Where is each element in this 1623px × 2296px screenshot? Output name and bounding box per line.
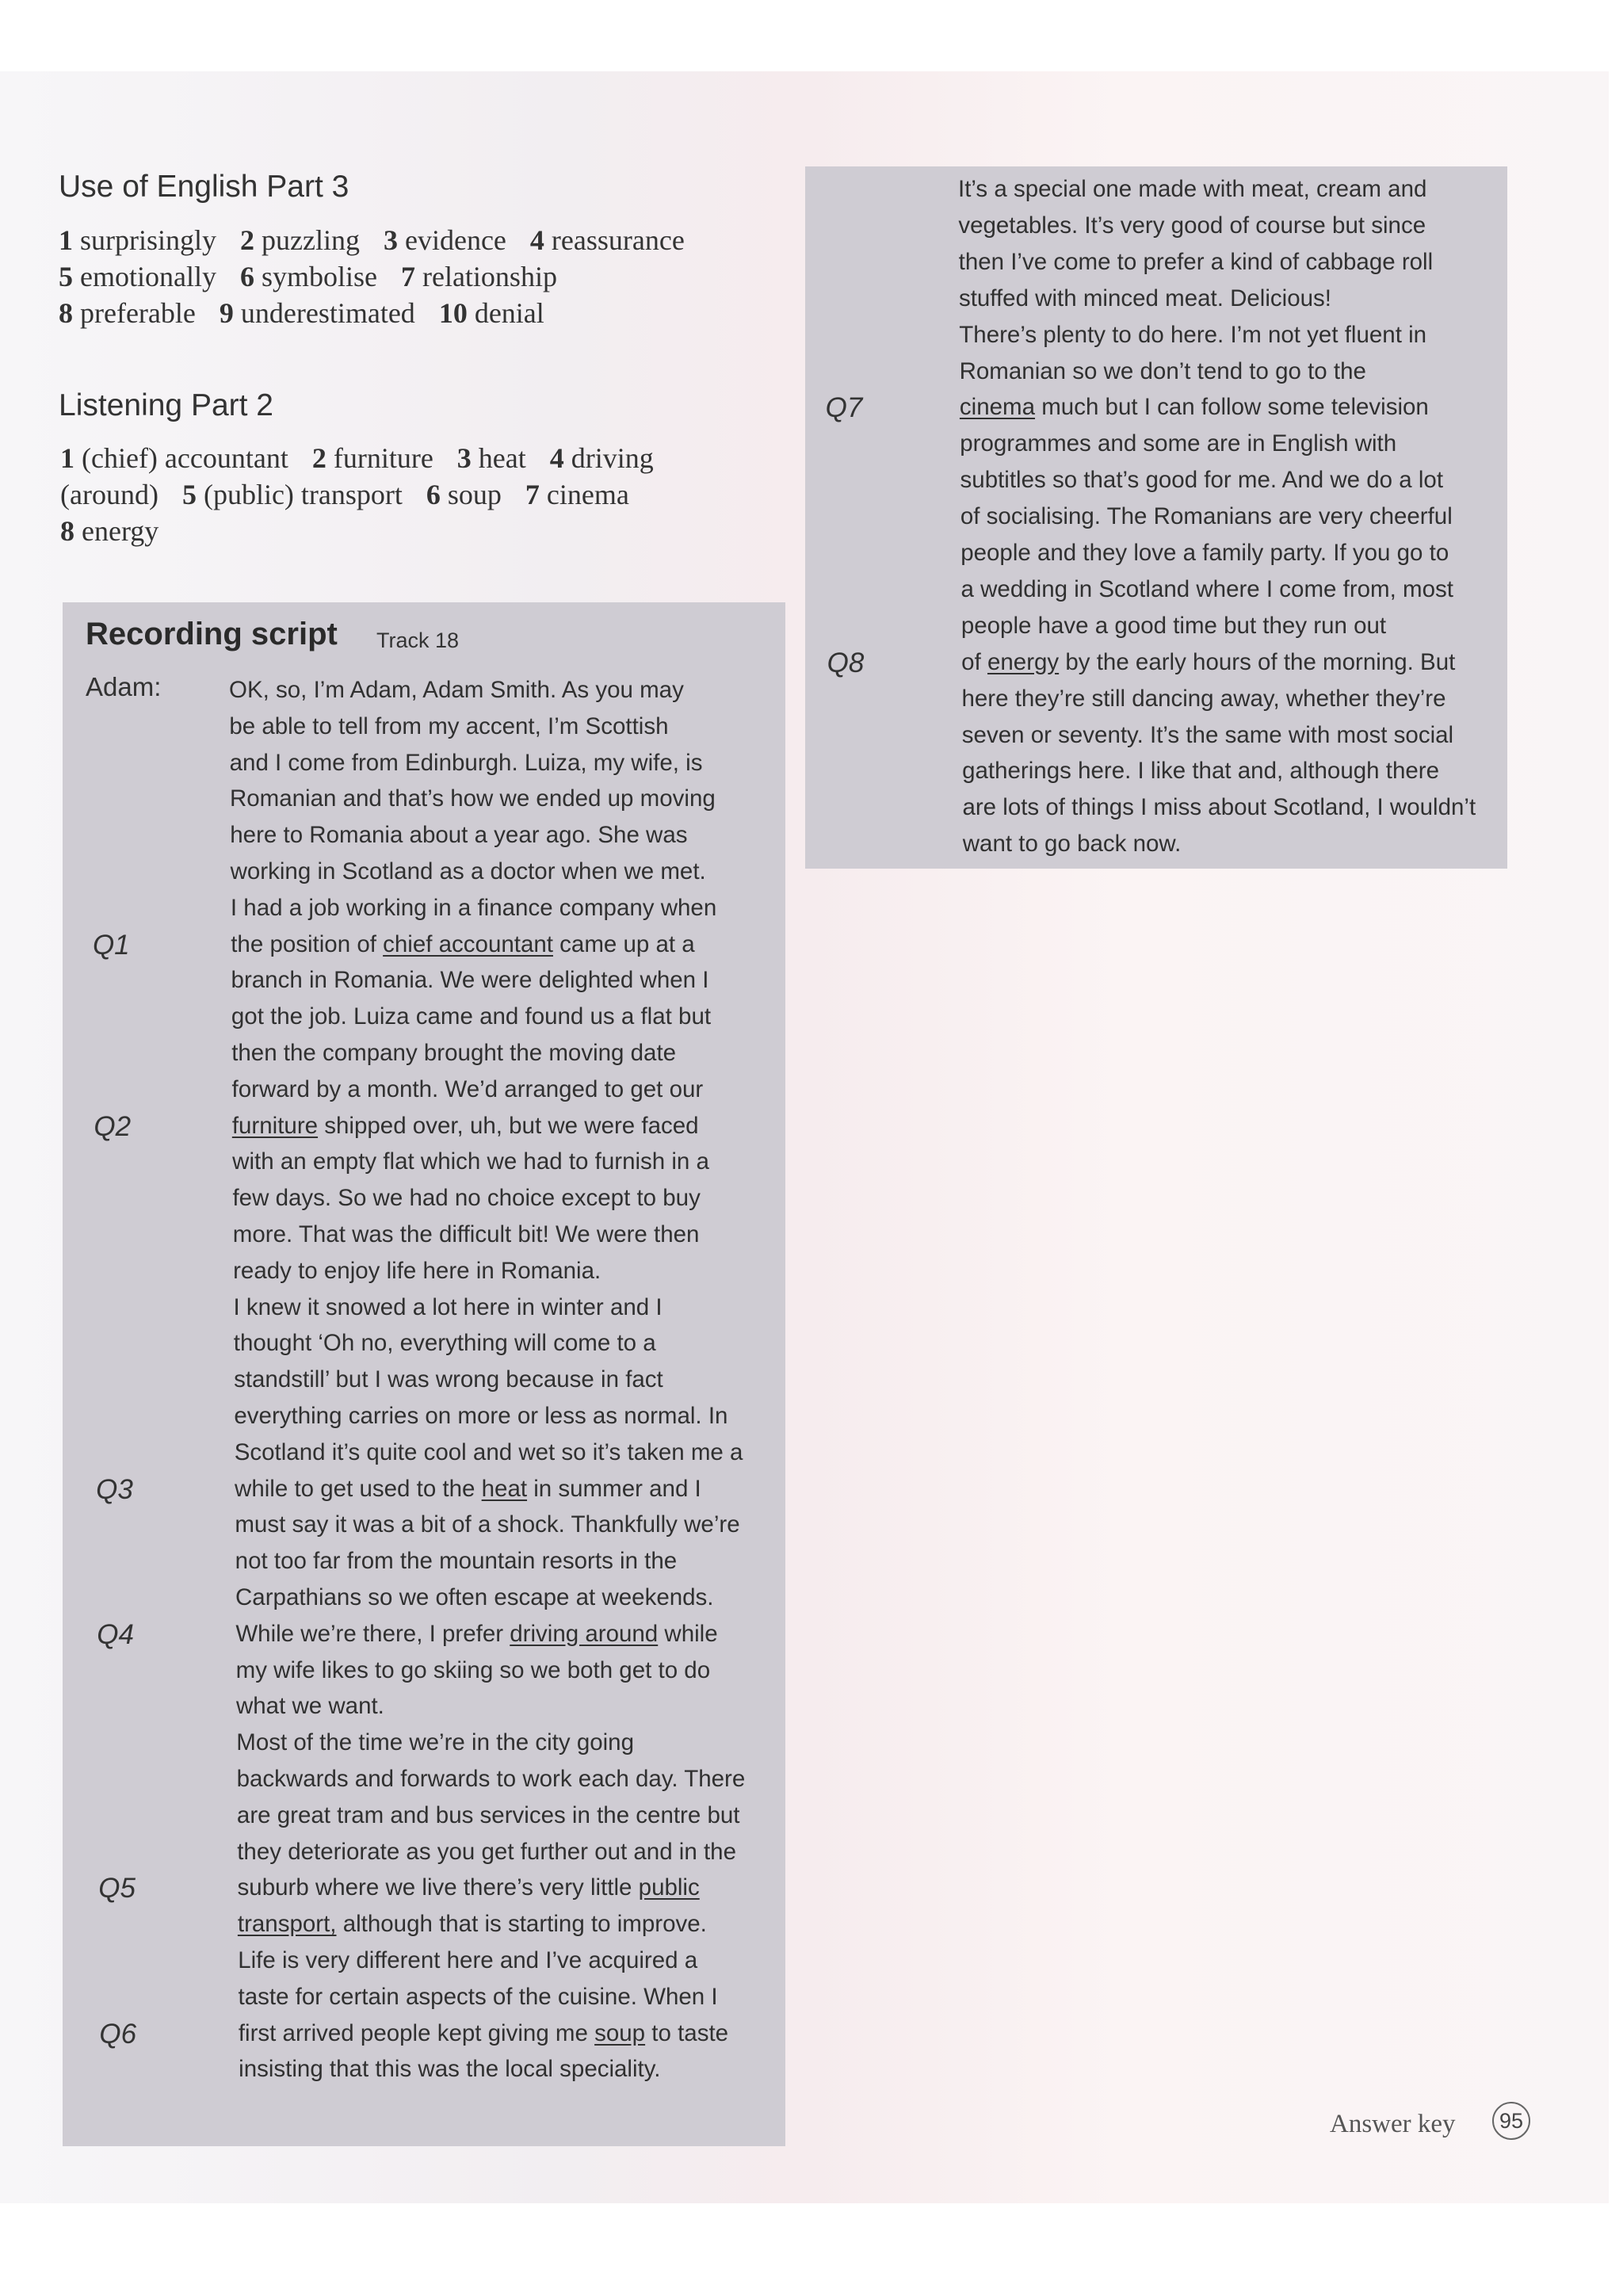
script-line bbox=[229, 672, 684, 709]
script-text: in summer and I bbox=[527, 1475, 701, 1502]
script-text: here they’re still dancing away, whether they’re bbox=[961, 685, 1446, 712]
script-text: programmes and some are in English with bbox=[960, 430, 1397, 457]
answer-underline: public bbox=[638, 1874, 700, 1901]
script-text: suburb where we live there’s very little bbox=[237, 1874, 639, 1901]
script-text: to taste bbox=[645, 2019, 729, 2046]
script-line bbox=[238, 1943, 697, 1979]
script-line bbox=[961, 608, 1386, 644]
script-text: thought ‘Oh no, everything will come to a bbox=[233, 1330, 656, 1357]
document-page bbox=[0, 71, 1609, 2203]
script-line bbox=[961, 571, 1453, 608]
script-line bbox=[235, 1580, 713, 1616]
answer-item: 9 underestimated bbox=[219, 297, 415, 329]
script-line bbox=[229, 709, 668, 745]
script-line bbox=[238, 1870, 700, 1906]
script-line bbox=[230, 745, 703, 781]
script-line bbox=[230, 781, 716, 817]
script-line bbox=[232, 1144, 709, 1180]
script-text: vegetables. It’s very good of course but since bbox=[958, 212, 1426, 239]
script-text: working in Scotland as a doctor when we met. bbox=[230, 858, 706, 884]
use-of-english-line bbox=[59, 295, 708, 331]
script-line bbox=[236, 1652, 711, 1689]
script-text: I knew it snowed a lot here in winter and I bbox=[233, 1293, 663, 1320]
script-text: Romanian so we don’t tend to go to the bbox=[959, 357, 1366, 384]
script-text: OK, so, I’m Adam, Adam Smith. As you may bbox=[229, 677, 684, 703]
answer-underline: heat bbox=[481, 1475, 528, 1502]
script-text: although that is starting to improve. bbox=[336, 1911, 707, 1938]
script-text: with an empty flat which we had to furnish in a bbox=[232, 1148, 709, 1175]
script-text: I had a job working in a finance company when bbox=[230, 894, 717, 921]
script-line bbox=[234, 1398, 727, 1435]
script-text: Romanian and that’s how we ended up moving bbox=[229, 785, 716, 812]
script-line bbox=[231, 926, 694, 963]
script-text: insisting that this was the local speciality. bbox=[239, 2056, 661, 2083]
answer-underline: driving around bbox=[510, 1620, 659, 1647]
script-line bbox=[959, 281, 1331, 317]
speaker-label: Adam: bbox=[86, 672, 162, 701]
script-text: then the company brought the moving date bbox=[231, 1040, 677, 1066]
answer-item: 8 energy bbox=[60, 515, 159, 547]
answer-item: 4 reassurance bbox=[529, 224, 685, 256]
script-text: of socialising. The Romanians are very cheerful bbox=[960, 503, 1453, 530]
script-text: here to Romania about a year ago. She was bbox=[230, 822, 688, 849]
answer-item: 5 emotionally bbox=[59, 261, 216, 292]
script-text: everything carries on more or less as normal. In bbox=[234, 1403, 728, 1429]
script-line bbox=[236, 1688, 384, 1725]
script-line bbox=[235, 1616, 717, 1652]
script-line bbox=[231, 1035, 676, 1072]
track-label: Track 18 bbox=[376, 628, 460, 652]
answer-underline: cinema bbox=[959, 394, 1036, 421]
script-text: must say it was a bit of a shock. Thankfully we’re bbox=[235, 1511, 740, 1538]
script-text: be able to tell from my accent, I’m Scottish bbox=[229, 712, 669, 739]
question-marker: Q5 bbox=[98, 1873, 136, 1904]
script-line bbox=[960, 426, 1396, 462]
script-text: branch in Romania. We were delighted when I bbox=[231, 967, 709, 994]
script-line bbox=[230, 817, 687, 854]
script-line bbox=[960, 462, 1444, 499]
script-text: my wife likes to go skiing so we both get to do bbox=[235, 1656, 711, 1683]
script-text: they deteriorate as you get further out and in the bbox=[237, 1838, 736, 1865]
script-text: Carpathians so we often escape at weekends. bbox=[235, 1584, 714, 1610]
script-line bbox=[237, 1761, 746, 1797]
script-text: shipped over, uh, but we were faced bbox=[318, 1112, 699, 1139]
use-of-english-line bbox=[59, 258, 708, 295]
answer-item: (around) bbox=[60, 479, 158, 510]
question-marker: Q7 bbox=[825, 392, 863, 424]
script-text: gatherings here. I like that and, although there bbox=[962, 758, 1439, 785]
script-text: more. That was the difficult bit! We were then bbox=[232, 1221, 700, 1247]
question-marker: Q3 bbox=[96, 1473, 133, 1505]
recording-script-box-right bbox=[805, 166, 1507, 869]
recording-script-box-left bbox=[63, 602, 785, 2146]
answer-item: 6 symbolise bbox=[239, 261, 377, 292]
script-text: subtitles so that’s good for me. And we do a lot bbox=[960, 467, 1444, 494]
page-number: 95 bbox=[1492, 2102, 1530, 2140]
script-text: while to get used to the bbox=[235, 1475, 482, 1502]
script-line bbox=[238, 1906, 707, 1943]
script-text: first arrived people kept giving me bbox=[238, 2019, 595, 2046]
answer-underline: chief accountant bbox=[383, 930, 553, 957]
script-line bbox=[959, 317, 1426, 353]
script-line bbox=[239, 1979, 718, 2015]
answer-item: 7 cinema bbox=[525, 479, 629, 510]
script-line bbox=[958, 171, 1426, 208]
answer-underline: soup bbox=[594, 2019, 646, 2046]
script-line bbox=[233, 1253, 601, 1289]
script-text: backwards and forwards to work each day. There bbox=[236, 1766, 746, 1792]
script-line bbox=[960, 535, 1449, 571]
answer-item: 2 furniture bbox=[311, 442, 433, 474]
script-text: are great tram and bus services in the centre but bbox=[236, 1801, 740, 1828]
script-line bbox=[231, 962, 709, 999]
script-text: people have a good time but they run out bbox=[960, 612, 1387, 639]
script-text: Life is very different here and I’ve acquired a bbox=[238, 1947, 698, 1973]
script-line bbox=[237, 1797, 740, 1834]
script-line bbox=[961, 644, 1455, 681]
script-line bbox=[231, 890, 716, 926]
listening-line bbox=[60, 440, 678, 476]
answer-item: 5 (public) transport bbox=[181, 479, 403, 510]
answer-item: 3 evidence bbox=[383, 224, 506, 256]
question-marker: Q1 bbox=[92, 929, 130, 961]
script-text: then I’ve come to prefer a kind of cabbage roll bbox=[958, 248, 1434, 275]
script-text: Scotland it’s quite cool and wet so it’s taken me a bbox=[234, 1438, 743, 1465]
script-line bbox=[236, 1725, 634, 1761]
recording-script-title: Recording script bbox=[86, 617, 338, 651]
answer-item: 8 preferable bbox=[59, 297, 196, 329]
script-line bbox=[233, 1289, 662, 1326]
script-line bbox=[960, 389, 1429, 426]
script-text: While we’re there, I prefer bbox=[235, 1620, 510, 1647]
script-text: forward by a month. We’d arranged to get our bbox=[231, 1075, 704, 1102]
script-text: of bbox=[961, 648, 987, 675]
section-title-listening: Listening Part 2 bbox=[59, 388, 274, 422]
script-text: by the early hours of the morning. But bbox=[1059, 648, 1456, 675]
script-text: ready to enjoy life here in Romania. bbox=[233, 1257, 601, 1284]
script-line bbox=[235, 1543, 678, 1580]
script-line bbox=[963, 826, 1182, 862]
script-text: people and they love a family party. If you go to bbox=[960, 540, 1449, 566]
script-text: few days. So we had no choice except to buy bbox=[232, 1185, 701, 1212]
script-line bbox=[962, 753, 1439, 789]
script-line bbox=[237, 1834, 736, 1870]
script-line bbox=[235, 1435, 743, 1471]
script-line bbox=[235, 1471, 701, 1507]
answer-item: 1 (chief) accountant bbox=[60, 442, 288, 474]
question-marker: Q4 bbox=[97, 1618, 134, 1650]
script-text: Most of the time we’re in the city going bbox=[236, 1729, 634, 1756]
script-line bbox=[960, 353, 1366, 390]
script-line bbox=[234, 1362, 663, 1398]
script-text: standstill’ but I was wrong because in fact bbox=[234, 1366, 663, 1393]
script-text: stuffed with minced meat. Delicious! bbox=[958, 285, 1331, 311]
listening-line bbox=[60, 513, 678, 549]
script-text: not too far from the mountain resorts in the bbox=[235, 1548, 678, 1575]
answer-underline: transport, bbox=[237, 1911, 337, 1938]
script-line bbox=[960, 499, 1453, 535]
script-text: the position of bbox=[231, 930, 384, 957]
answer-item: 3 heat bbox=[456, 442, 526, 474]
script-text: are lots of things I miss about Scotland, I wouldn’t bbox=[962, 794, 1476, 821]
script-line bbox=[962, 789, 1476, 826]
script-line bbox=[232, 1180, 700, 1217]
section-title-use-of-english: Use of English Part 3 bbox=[59, 170, 349, 204]
script-line bbox=[233, 1217, 700, 1253]
answer-item: 10 denial bbox=[438, 297, 544, 329]
script-line bbox=[234, 1325, 656, 1362]
script-line bbox=[961, 681, 1445, 717]
answer-item: 6 soup bbox=[426, 479, 502, 510]
script-text: want to go back now. bbox=[962, 831, 1182, 858]
script-text: It’s a special one made with meat, cream and bbox=[958, 176, 1427, 202]
script-text: seven or seventy. It’s the same with most social bbox=[961, 721, 1454, 748]
script-text: taste for certain aspects of the cuisine. When I bbox=[238, 1983, 718, 2010]
script-text: much but I can follow some television bbox=[1035, 394, 1429, 421]
script-line bbox=[958, 208, 1426, 244]
script-text: and I come from Edinburgh. Luiza, my wife, is bbox=[229, 749, 703, 776]
listening-line bbox=[60, 476, 678, 513]
script-text: came up at a bbox=[552, 930, 695, 957]
listening-answers bbox=[60, 440, 678, 549]
question-marker: Q8 bbox=[827, 647, 865, 678]
script-line bbox=[239, 2051, 660, 2088]
question-marker: Q2 bbox=[94, 1110, 132, 1142]
answer-underline: furniture bbox=[231, 1112, 319, 1139]
script-line bbox=[962, 717, 1453, 754]
answer-item: 7 relationship bbox=[400, 261, 557, 292]
answer-item: 2 puzzling bbox=[240, 224, 360, 256]
answer-underline: energy bbox=[987, 648, 1060, 675]
answer-item: 4 driving bbox=[549, 442, 654, 474]
script-text: got the job. Luiza came and found us a flat but bbox=[231, 1003, 712, 1030]
script-text: what we want. bbox=[235, 1693, 384, 1720]
script-text: while bbox=[658, 1620, 718, 1647]
script-line bbox=[232, 1072, 704, 1108]
footer-label: Answer key bbox=[1330, 2110, 1456, 2138]
script-line bbox=[235, 1507, 739, 1543]
script-text: There’s plenty to do here. I’m not yet fluent in bbox=[959, 321, 1427, 348]
script-text: a wedding in Scotland where I come from, most bbox=[960, 575, 1453, 602]
script-line bbox=[232, 1108, 699, 1144]
script-line bbox=[959, 244, 1434, 281]
script-line bbox=[239, 2015, 728, 2052]
use-of-english-answers bbox=[59, 222, 708, 331]
use-of-english-line bbox=[59, 222, 708, 258]
answer-item: 1 surprisingly bbox=[59, 224, 217, 256]
question-marker: Q6 bbox=[99, 2018, 137, 2050]
script-line bbox=[231, 999, 711, 1035]
script-line bbox=[231, 854, 706, 890]
